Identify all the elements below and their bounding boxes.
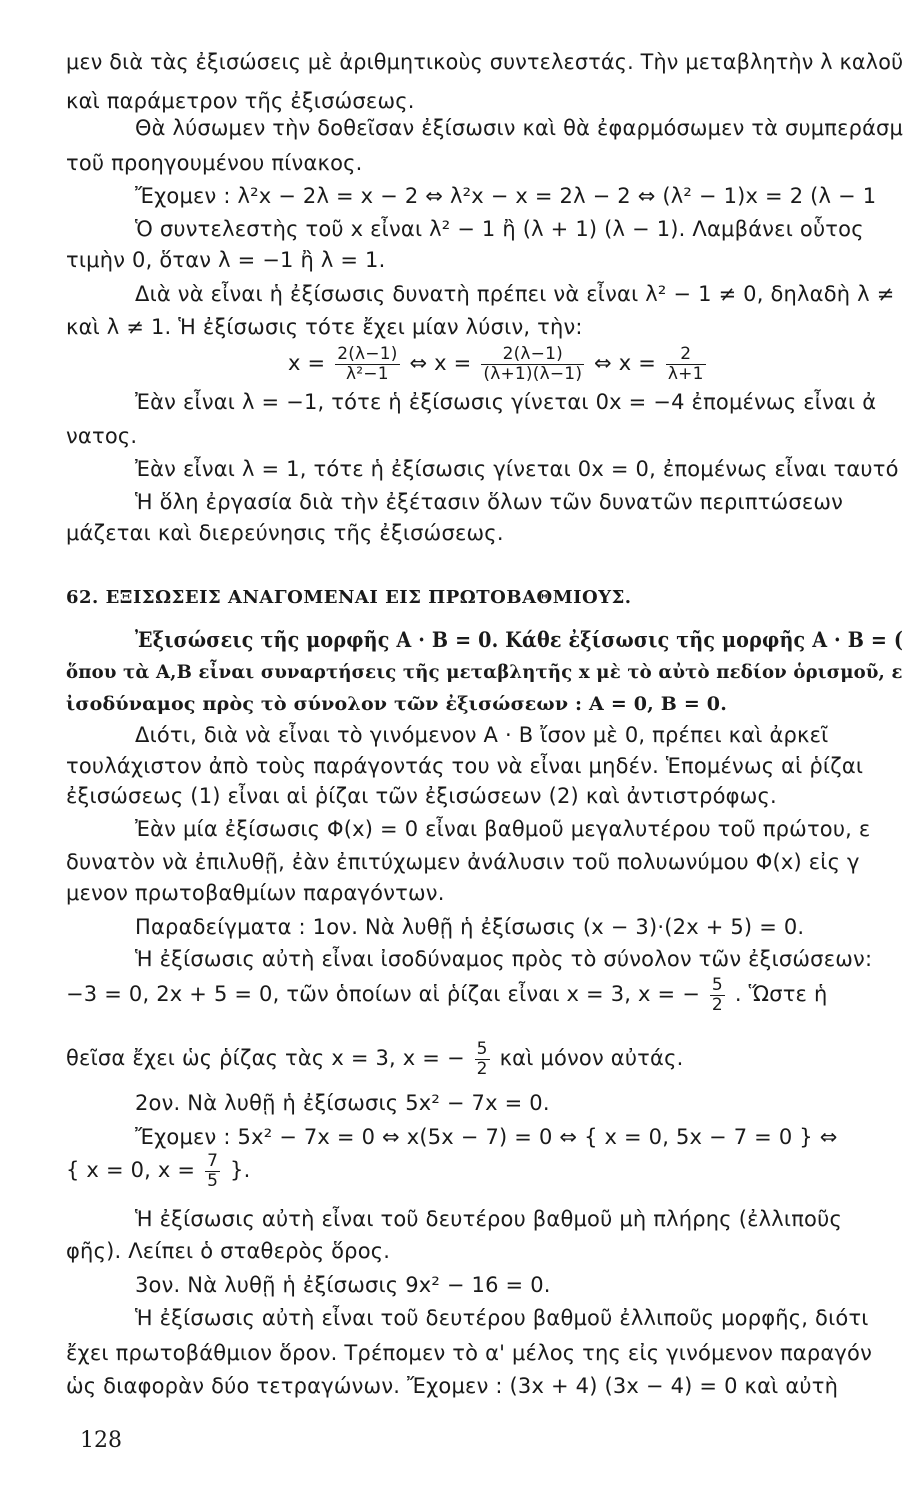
text-line: ἰσοδύναμος πρὸς τὸ σύνολον τῶν ἐξισώσεων : A = 0, B = 0. xyxy=(66,693,728,715)
fraction-numerator: 2 xyxy=(666,345,706,365)
page-number: 128 xyxy=(80,1428,122,1453)
text-line: ἔχει πρωτοβάθμιον ὅρον. Τρέπομεν τὸ α' μέλος της εἰς γινόμενον παραγόν xyxy=(66,1341,873,1365)
fraction-denominator: 2 xyxy=(476,1058,488,1079)
text-line: καὶ παράμετρον τῆς ἐξισώσεως. xyxy=(66,89,415,113)
equation-text: }. xyxy=(230,1158,251,1182)
fraction xyxy=(666,345,706,384)
equation-text: θεῖσα ἔχει ὡς ῥίζας τὰς x = 3, x = − xyxy=(66,1046,465,1070)
text-line: μάζεται καὶ διερεύνησις τῆς ἐξισώσεως. xyxy=(66,521,504,545)
text-line: Ἡ ἐξίσωσις αὐτὴ εἶναι τοῦ δευτέρου βαθμοῦ μὴ πλήρης (ἐλλιποῦς xyxy=(135,1207,842,1231)
formula-operator: ⇔ x = xyxy=(409,351,472,375)
equation-line xyxy=(66,1038,683,1078)
fraction-denominator: 5 xyxy=(207,1170,219,1191)
text-line: ἐξισώσεως (1) εἶναι αἱ ῥίζαι τῶν ἐξισώσεων (2) καὶ ἀντιστρόφως. xyxy=(66,784,777,808)
fraction-numerator: 2(λ−1) xyxy=(337,343,398,364)
equation-text: { x = 0, x = xyxy=(66,1158,196,1182)
text-line: μενον πρωτοβαθμίων παραγόντων. xyxy=(66,881,445,905)
example-heading: 3ον. Νὰ λυθῇ ἡ ἐξίσωσις 9x² − 16 = 0. xyxy=(135,1273,551,1297)
fraction-numerator: 5 xyxy=(711,974,723,995)
text-line: Ὁ συντελεστὴς τοῦ x εἶναι λ² − 1 ἢ (λ + 1) (λ − 1). Λαμβάνει οὗτος xyxy=(135,217,864,241)
text-line: Θὰ λύσωμεν τὴν δοθεῖσαν ἐξίσωσιν καὶ θὰ ἐφαρμόσωμεν τὰ συμπεράσμ xyxy=(135,116,904,140)
fraction-denominator: 2 xyxy=(711,994,723,1015)
fraction xyxy=(205,1152,220,1191)
fraction-denominator: λ+1 xyxy=(667,363,704,384)
fraction xyxy=(335,345,399,384)
text-line: δυνατὸν νὰ ἐπιλυθῇ, ἐὰν ἐπιτύχωμεν ἀνάλυσιν τοῦ πολυωνύμου Φ(x) εἰς γ xyxy=(66,850,860,874)
fraction-numerator: 7 xyxy=(207,1150,219,1171)
text-line: φῆς). Λείπει ὁ σταθερὸς ὅρος. xyxy=(66,1239,391,1263)
text-line: Ἐξισώσεις τῆς μορφῆς A · B = 0. Κάθε ἐξίσωσις τῆς μορφῆς A · B = ( xyxy=(135,627,904,652)
example-heading: 2ον. Νὰ λυθῇ ἡ ἐξίσωσις 5x² − 7x = 0. xyxy=(135,1091,550,1115)
equation-text: . Ὥστε ἡ xyxy=(734,982,828,1006)
fraction-denominator: (λ+1)(λ−1) xyxy=(483,363,583,384)
equation-line: Ἔχομεν : λ²x − 2λ = x − 2 ⇔ λ²x − x = 2λ − 2 ⇔ (λ² − 1)x = 2 (λ − 1 xyxy=(135,184,877,208)
text-line: Διὰ νὰ εἶναι ἡ ἐξίσωσις δυνατὴ πρέπει νὰ εἶναι λ² − 1 ≠ 0, δηλαδὴ λ ≠ xyxy=(135,282,895,306)
example-heading: Παραδείγματα : 1ον. Νὰ λυθῇ ἡ ἐξίσωσις (x − 3)·(2x + 5) = 0. xyxy=(135,915,805,939)
equation-line xyxy=(66,1150,250,1190)
text-line: Ἡ ἐξίσωσις αὐτὴ εἶναι ἰσοδύναμος πρὸς τὸ σύνολον τῶν ἐξισώσεων: xyxy=(135,947,873,971)
fraction xyxy=(710,976,725,1015)
text-line: μεν διὰ τὰς ἐξισώσεις μὲ ἀριθμητικοὺς συντελεστάς. Τὴν μεταβλητὴν λ καλοῦ xyxy=(66,50,904,74)
formula-operator: ⇔ x = xyxy=(594,351,657,375)
formula-lhs: x = xyxy=(288,351,326,375)
fraction xyxy=(481,345,584,384)
equation-line: Ἔχομεν : 5x² − 7x = 0 ⇔ x(5x − 7) = 0 ⇔ { x = 0, 5x − 7 = 0 } ⇔ xyxy=(135,1125,838,1149)
section-heading: 62. ΕΞΙΣΩΣΕΙΣ ΑΝΑΓΟΜΕΝΑΙ ΕΙΣ ΠΡΩΤΟΒΑΘΜΙΟΥΣ. xyxy=(66,587,632,608)
fraction xyxy=(475,1040,490,1079)
text-line: τοῦ προηγουμένου πίνακος. xyxy=(66,151,363,175)
equation-text: καὶ μόνον αὐτάς. xyxy=(499,1046,684,1070)
fraction-numerator: 5 xyxy=(476,1038,488,1059)
text-line: τουλάχιστον ἀπὸ τοὺς παράγοντάς του νὰ εἶναι μηδέν. Ἑπομένως αἱ ῥίζαι xyxy=(66,754,864,778)
text-line: Ἐὰν εἶναι λ = 1, τότε ἡ ἐξίσωσις γίνεται 0x = 0, ἐπομένως εἶναι ταυτό xyxy=(135,457,899,481)
fraction-denominator: λ²−1 xyxy=(346,363,389,384)
text-line: ὅπου τὰ A,B εἶναι συναρτήσεις τῆς μεταβλητῆς x μὲ τὸ αὐτὸ πεδίον ὁρισμοῦ, ε xyxy=(66,661,903,683)
text-line: Ἐὰν μία ἐξίσωσις Φ(x) = 0 εἶναι βαθμοῦ μεγαλυτέρου τοῦ πρώτου, ε xyxy=(135,817,871,841)
fraction-numerator: 2(λ−1) xyxy=(481,345,584,365)
equation-line xyxy=(66,974,827,1014)
text-line: Ἐὰν εἶναι λ = −1, τότε ἡ ἐξίσωσις γίνεται 0x = −4 ἐπομένως εἶναι ἀ xyxy=(135,390,877,414)
text-line: Ἡ ἐξίσωσις αὐτὴ εἶναι τοῦ δευτέρου βαθμοῦ ἐλλιποῦς μορφῆς, διότι xyxy=(135,1306,869,1330)
text-line: καὶ λ ≠ 1. Ἡ ἐξίσωσις τότε ἔχει μίαν λύσιν, τὴν: xyxy=(66,315,583,339)
solution-formula xyxy=(288,343,709,383)
text-line: νατος. xyxy=(66,424,138,448)
equation-text: −3 = 0, 2x + 5 = 0, τῶν ὁποίων αἱ ῥίζαι εἶναι x = 3, x = − xyxy=(66,982,701,1006)
text-line: Ἡ ὅλη ἐργασία διὰ τὴν ἐξέτασιν ὅλων τῶν δυνατῶν περιπτώσεων xyxy=(135,490,844,514)
text-line: Διότι, διὰ νὰ εἶναι τὸ γινόμενον A · B ἴσον μὲ 0, πρέπει καὶ ἀρκεῖ xyxy=(135,723,829,747)
text-line: ὡς διαφορὰν δύο τετραγώνων. Ἔχομεν : (3x + 4) (3x − 4) = 0 καὶ αὐτὴ xyxy=(66,1374,839,1398)
text-line: τιμὴν 0, ὅταν λ = −1 ἢ λ = 1. xyxy=(66,248,386,272)
